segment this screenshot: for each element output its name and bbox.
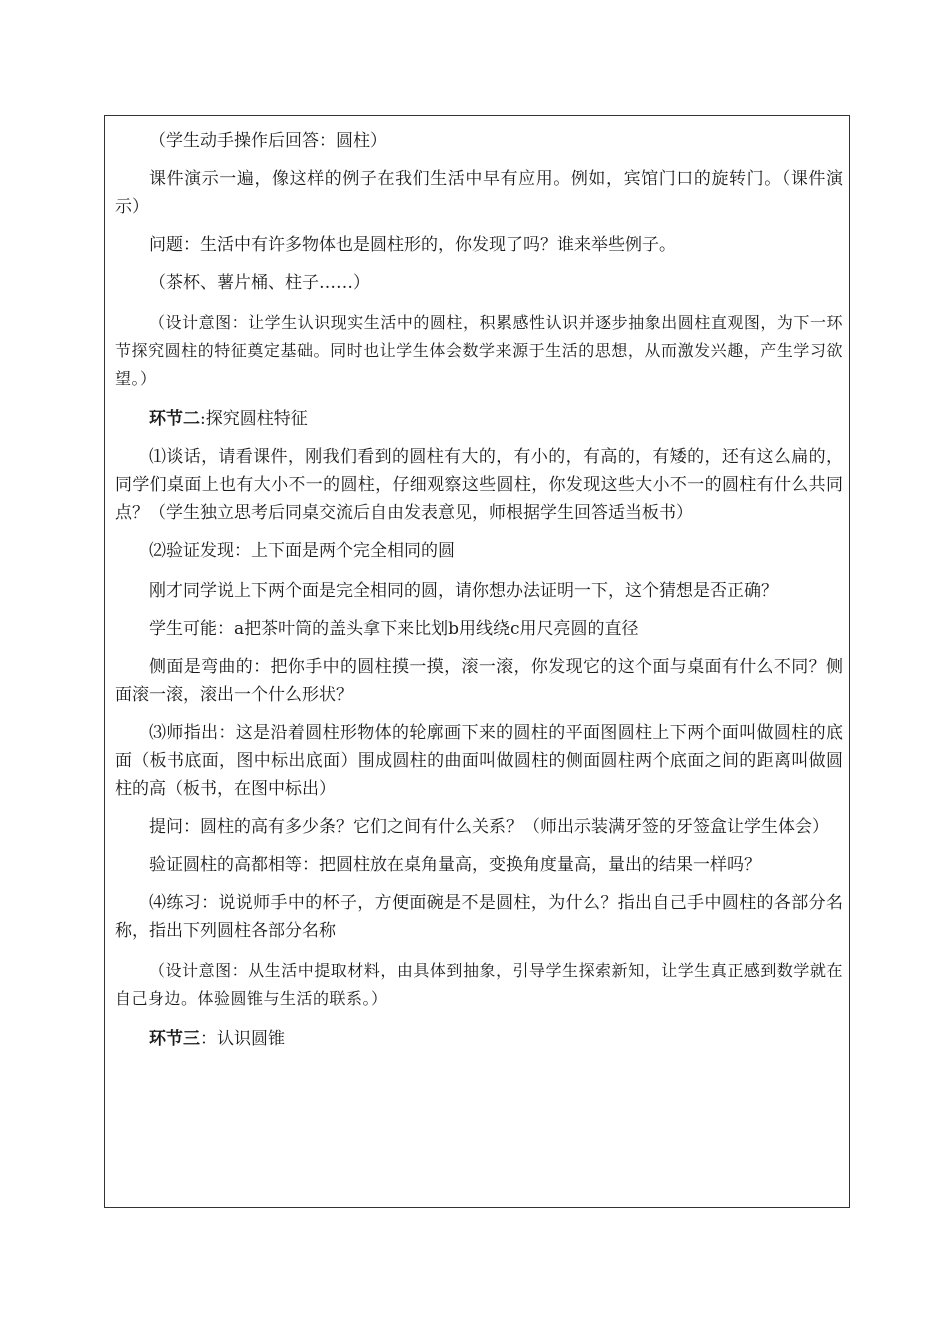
section-heading-3 [115, 1025, 843, 1053]
section-label: 环节二 [149, 409, 200, 429]
paragraph-talk [115, 443, 843, 527]
paragraph-verify-height [115, 851, 843, 879]
section-label: 环节三 [149, 1029, 200, 1049]
paragraph-text: 刚才同学说上下两个面是完全相同的圆，请你想办法证明一下，这个猜想是否正确？ [149, 581, 778, 601]
paragraph-text: （茶杯、薯片桶、柱子……） [149, 273, 370, 293]
paragraph-courseware-demo [115, 165, 843, 221]
paragraph-prove [115, 577, 843, 605]
section-title: :探究圆柱特征 [200, 409, 308, 429]
section-heading-2 [115, 405, 843, 433]
paragraph-student-may [115, 615, 843, 643]
paragraph-question [115, 231, 843, 259]
paragraph-text: 学生可能：a把茶叶筒的盖头拿下来比划b用线绕c用尺亮圆的直径 [149, 619, 639, 639]
paragraph-text: ⑶师指出：这是沿着圆柱形物体的轮廓画下来的圆柱的平面图圆柱上下两个面叫做圆柱的底面（板书底面，图中标出底面）围成圆柱的曲面叫做圆柱的侧面圆柱两个底面之间的距离叫做圆柱的高（板书，在图中标出） [115, 723, 843, 799]
paragraph-side-curved [115, 653, 843, 709]
paragraph-teacher-points [115, 719, 843, 803]
paragraph-text: 课件演示一遍，像这样的例子在我们生活中早有应用。例如，宾馆门口的旋转门。（课件演示） [115, 169, 843, 217]
paragraph-text: 侧面是弯曲的：把你手中的圆柱摸一摸，滚一滚，你发现它的这个面与桌面有什么不同？侧面滚一滚，滚出一个什么形状？ [115, 657, 843, 705]
lesson-content [115, 127, 843, 1053]
paragraph-text: 提问：圆柱的高有多少条？它们之间有什么关系？（师出示装满牙签的牙签盒让学生体会） [149, 817, 829, 837]
paragraph-text: （设计意图：让学生认识现实生活中的圆柱，积累感性认识并逐步抽象出圆柱直观图，为下一环节探究圆柱的特征奠定基础。同时也让学生体会数学来源于生活的思想，从而激发兴趣，产生学习欲望。） [115, 313, 843, 388]
lesson-table-cell [104, 115, 850, 1208]
paragraph-text: ⑵验证发现：上下面是两个完全相同的圆 [149, 541, 455, 561]
paragraph-text: 验证圆柱的高都相等：把圆柱放在桌角量高，变换角度量高，量出的结果一样吗？ [149, 855, 761, 875]
paragraph-verify [115, 537, 843, 565]
paragraph-design-intent-2 [115, 957, 843, 1013]
paragraph-practice [115, 889, 843, 945]
paragraph-text: ⑴谈话，请看课件，刚我们看到的圆柱有大的，有小的，有高的，有矮的，还有这么扁的，同学们桌面上也有大小不一的圆柱，仔细观察这些圆柱，你发现这些大小不一的圆柱有什么共同点？（学生独立思考后同桌交流后自由发表意见，师根据学生回答适当板书） [115, 447, 843, 523]
paragraph-text: （学生动手操作后回答：圆柱） [149, 131, 387, 151]
paragraph-examples [115, 269, 843, 297]
paragraph-text: ⑷练习：说说师手中的杯子，方便面碗是不是圆柱，为什么？指出自己手中圆柱的各部分名称，指出下列圆柱各部分名称 [115, 893, 843, 941]
paragraph-design-intent-1 [115, 309, 843, 393]
section-title: ：认识圆锥 [200, 1029, 285, 1049]
paragraph-height-question [115, 813, 843, 841]
paragraph-text: （设计意图：从生活中提取材料，由具体到抽象，引导学生探索新知，让学生真正感到数学就在自己身边。体验圆锥与生活的联系。） [115, 961, 843, 1008]
paragraph-text: 问题：生活中有许多物体也是圆柱形的，你发现了吗？谁来举些例子。 [149, 235, 676, 255]
paragraph-student-answer [115, 127, 843, 155]
